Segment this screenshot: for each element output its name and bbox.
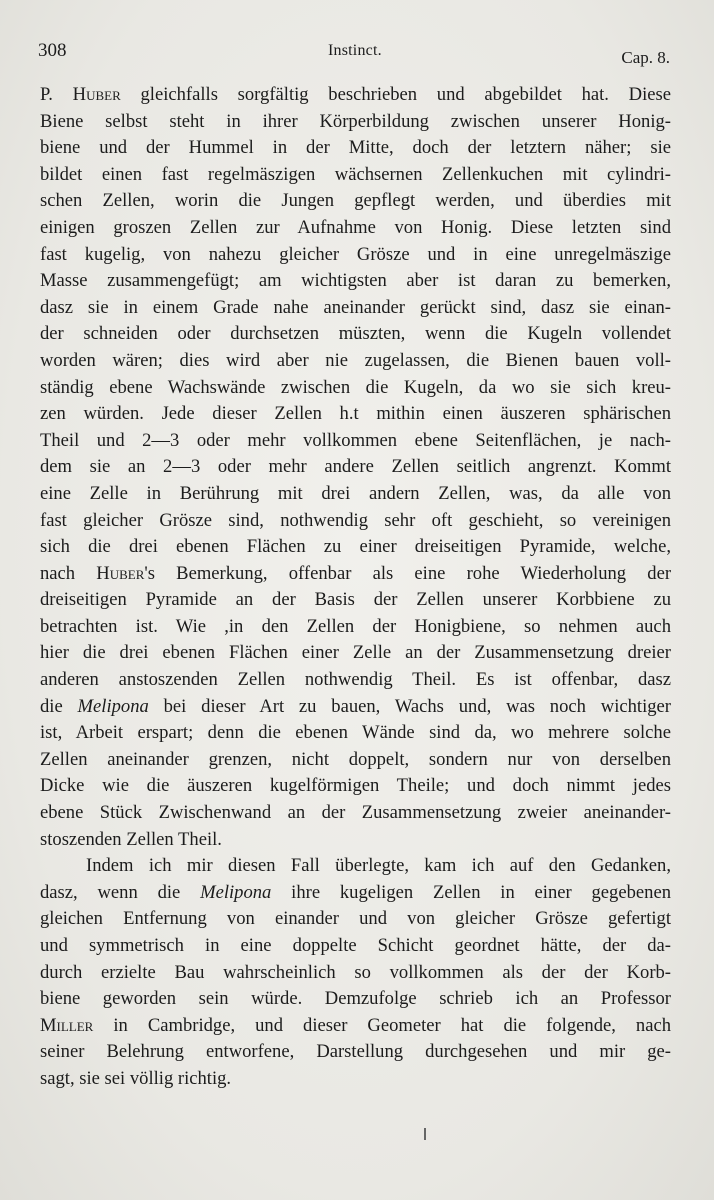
text-line: zen würden. Jede dieser Zellen h.t mithin einen äuszeren sphärischen <box>40 403 671 425</box>
text-line: stoszenden Zellen Theil. <box>40 828 222 850</box>
text-line: P. Huber gleichfalls sorgfältig beschrieben und abgebildet hat. Diese <box>40 84 672 105</box>
text-line: dasz sie in einem Grade nahe aneinander gerückt sind, dasz sie einan- <box>40 296 671 318</box>
text-line: bildet einen fast regelmäszigen wächsernen Zellenkuchen mit cylindri- <box>40 163 671 185</box>
text-line: Theil und 2—3 oder mehr vollkommen ebene Seitenflächen, je nach- <box>40 429 671 451</box>
text-line: fast kugelig, von nahezu gleicher Grösze und in eine unregelmäszige <box>40 243 671 265</box>
text-line: schen Zellen, worin die Jungen gepflegt werden, und überdies mit <box>40 190 671 212</box>
text-line: Indem ich mir diesen Fall überlegte, kam ich auf den Gedanken, <box>86 855 671 877</box>
print-mark <box>424 1128 426 1140</box>
text-line: Miller in Cambridge, und dieser Geometer hat die folgende, nach <box>40 1014 671 1036</box>
body-text <box>40 82 671 1093</box>
text-line: ständig ebene Wachswände zwischen die Kugeln, da wo sie sich kreu- <box>40 376 671 398</box>
text-line: und symmetrisch in eine doppelte Schicht geordnet hätte, der da- <box>40 935 671 956</box>
text-line: dasz, wenn die Melipona ihre kugeligen Zellen in einer gegebenen <box>40 881 672 903</box>
text-line: worden wären; dies wird aber nie zugelassen, die Bienen bauen voll- <box>40 349 671 371</box>
genus-name: Melipona <box>77 695 149 717</box>
genus-name: Melipona <box>200 881 272 903</box>
text-line: biene geworden sein würde. Demzufolge schrieb ich an Professor <box>40 988 671 1010</box>
text-line: hier die drei ebenen Flächen einer Zelle an der Zusammensetzung dreier <box>40 642 671 664</box>
text-line: dreiseitigen Pyramide an der Basis der Zellen unserer Korbbiene zu <box>40 589 671 611</box>
text-line: Dicke wie die äuszeren kugelförmigen Theile; und doch nimmt jedes <box>40 775 671 797</box>
text-line: einigen groszen Zellen zur Aufnahme von Honig. Diese letzten sind <box>40 216 671 238</box>
text-line: seiner Belehrung entworfene, Darstellung durchgesehen und mir ge- <box>40 1041 671 1063</box>
author-name: Huber <box>72 84 121 105</box>
running-title: Instinct. <box>328 42 382 59</box>
text-line: nach Huber's Bemerkung, offenbar als eine rohe Wiederholung der <box>40 562 672 584</box>
page-header <box>38 40 670 70</box>
text-line: sich die drei ebenen Flächen zu einer dreiseitigen Pyramide, welche, <box>40 536 671 558</box>
text-line: sagt, sie sei völlig richtig. <box>40 1067 232 1089</box>
text-line: die Melipona bei dieser Art zu bauen, Wachs und, was noch wichtiger <box>40 695 671 717</box>
text-line: eine Zelle in Berührung mit drei andern Zellen, was, da alle von <box>40 482 671 504</box>
text-line: Zellen aneinander grenzen, nicht doppelt, sondern nur von derselben <box>40 748 671 770</box>
text-line: anderen anstoszenden Zellen nothwendig Theil. Es ist offenbar, dasz <box>40 669 671 691</box>
text-line: durch erzielte Bau wahrscheinlich so vollkommen als der der Korb- <box>40 961 671 983</box>
text-line: der schneiden oder durchsetzen müszten, wenn die Kugeln vollendet <box>40 323 671 345</box>
text-line: Masse zusammengefügt; am wichtigsten aber ist daran zu bemerken, <box>40 270 671 292</box>
page-number: 308 <box>38 40 67 61</box>
chapter-label: Cap. 8. <box>621 48 670 67</box>
text-line: gleichen Entfernung von einander und von gleicher Grösze gefertigt <box>40 908 671 930</box>
text-line: Biene selbst steht in ihrer Körperbildung zwischen unserer Honig- <box>40 110 671 132</box>
text-line: biene und der Hummel in der Mitte, doch der letztern näher; sie <box>40 137 671 159</box>
author-name: Huber <box>96 562 145 584</box>
text-line: fast gleicher Grösze sind, nothwendig sehr oft geschieht, so vereinigen <box>40 509 671 531</box>
text-line: betrachten ist. Wie ,in den Zellen der Honigbiene, so nehmen auch <box>40 615 671 637</box>
person-name: Miller <box>40 1014 94 1036</box>
text-line: ebene Stück Zwischenwand an der Zusammensetzung zweier aneinander- <box>40 802 671 824</box>
text-line: ist, Arbeit erspart; denn die ebenen Wände sind da, wo mehrere solche <box>40 722 671 744</box>
text-line: dem sie an 2—3 oder mehr andere Zellen seitlich angrenzt. Kommt <box>40 456 671 478</box>
